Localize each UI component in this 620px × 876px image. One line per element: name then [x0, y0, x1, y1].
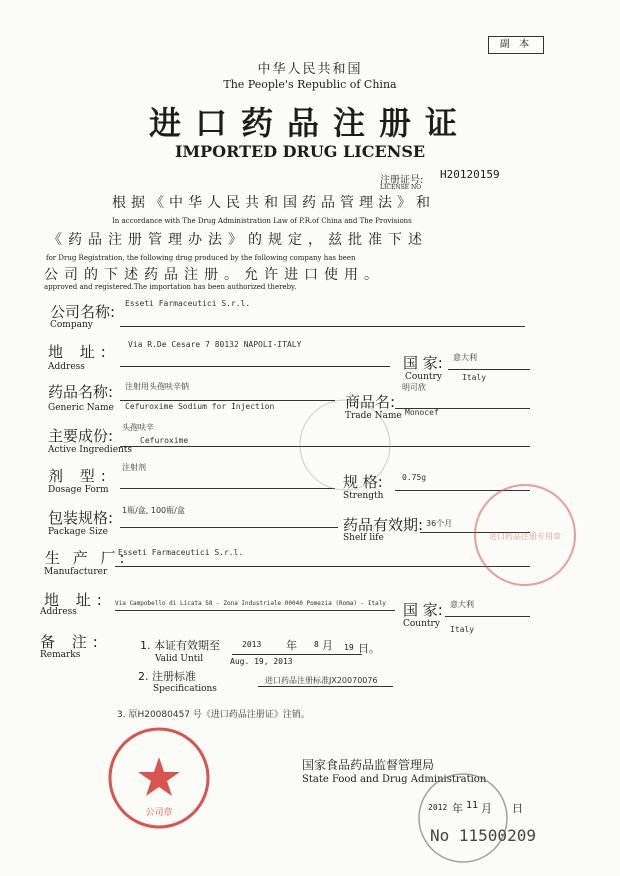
- remarks-label-cn: 备 注:: [40, 633, 104, 651]
- sfda-seal-top: [470, 480, 580, 590]
- sfda-seal-top-text: 进口药品注册专用章: [489, 532, 561, 541]
- mfr-address-label-cn: 地 址:: [44, 591, 108, 609]
- company-label-en: Company: [50, 320, 93, 330]
- company-seal: [106, 725, 212, 831]
- country-label-en: Country: [405, 372, 442, 382]
- address-label-cn: 地 址:: [48, 343, 112, 361]
- page-title-cn: 进口药品注册证: [148, 104, 471, 142]
- shelf-life-value: 36个月: [426, 519, 453, 528]
- authority-en: State Food and Drug Administration: [302, 774, 487, 785]
- manufacturer-label-en: Manufacturer: [44, 567, 108, 577]
- authority-date-year-unit: 年: [452, 802, 463, 815]
- country-en: The People's Republic of China: [223, 78, 397, 91]
- mfr-address-label-en: Address: [40, 607, 77, 617]
- authority-date-year: 2012: [428, 803, 448, 812]
- remarks-item1-en: Valid Until: [155, 654, 204, 664]
- dosage-form-label-en: Dosage Form: [48, 485, 109, 495]
- country-value-en: Italy: [462, 373, 487, 382]
- authority-date-month-unit: 月: [481, 802, 492, 815]
- license-number: H20120159: [440, 168, 500, 181]
- generic-name-label-cn: 药品名称:: [48, 383, 114, 401]
- remarks-item1-month-unit: 月: [322, 639, 333, 652]
- serial-number: No 11500209: [430, 826, 536, 845]
- package-size-label-cn: 包装规格:: [48, 509, 114, 527]
- remarks-item3: 3. 原H20080457 号《进口药品注册证》注销。: [117, 710, 310, 720]
- license-label-cn: 注册证号:: [380, 175, 424, 186]
- preamble-line1-cn: 根据《中华人民共和国药品管理法》和: [112, 195, 435, 211]
- authority-cn: 国家食品药品监督管理局: [302, 758, 435, 772]
- remarks-item2-value: 进口药品注册标准JX20070076: [265, 676, 378, 685]
- country-value-cn: 意大利: [453, 353, 477, 362]
- address-label-en: Address: [48, 362, 85, 372]
- active-ingredients-value-en: Cefuroxime: [140, 436, 189, 445]
- active-ingredients-value-cn: 头孢呋辛: [122, 423, 154, 432]
- dosage-form-label-cn: 剂 型:: [48, 467, 112, 485]
- copy-label: 副 本: [488, 36, 544, 54]
- remarks-item2-cn: 2. 注册标准: [138, 670, 196, 683]
- country-label-cn: 国 家:: [403, 354, 443, 372]
- remarks-item1-month: 8: [314, 640, 319, 649]
- remarks-item1-cn: 1. 本证有效期至: [140, 639, 220, 652]
- mfr-country-label-cn: 国 家:: [403, 601, 443, 619]
- license-label-en: LICENSE NO: [380, 184, 422, 191]
- remarks-label-en: Remarks: [40, 650, 81, 660]
- mfr-country-value-en: Italy: [450, 625, 475, 634]
- dosage-form-value: 注射剂: [122, 463, 146, 472]
- mfr-country-underline: [445, 616, 530, 617]
- page-title-en: IMPORTED DRUG LICENSE: [174, 142, 426, 161]
- company-seal-text: 公司章: [145, 808, 173, 818]
- package-size-label-en: Package Size: [48, 527, 108, 537]
- authority-date-month: 11: [466, 800, 479, 811]
- package-size-underline: [120, 527, 338, 528]
- shelf-life-label-en: Shelf life: [343, 533, 384, 543]
- sfda-seal-bottom: [415, 770, 511, 866]
- country-cn: 中华人民共和国: [257, 62, 363, 77]
- remarks-item1-year: 2013: [242, 640, 262, 649]
- preamble-line2-cn: 《药品注册管理办法》的规定，兹批准下述: [48, 232, 428, 248]
- trade-name-label-cn: 商品名:: [345, 393, 396, 411]
- generic-name-label-en: Generic Name: [48, 403, 114, 413]
- address-underline: [120, 366, 390, 367]
- remarks-item1-year-unit: 年: [286, 639, 297, 652]
- mfr-address-underline: [115, 610, 395, 611]
- country-underline: [448, 369, 530, 370]
- authority-date-day-unit: 日: [512, 802, 523, 815]
- remarks-item1-day-unit: 日。: [358, 642, 380, 655]
- address-value: Via R.De Cesare 7 80132 NAPOLI-ITALY: [128, 340, 302, 349]
- preamble-line3-en: approved and registered.The importation has been authorized thereby.: [44, 283, 297, 291]
- company-underline: [120, 326, 525, 327]
- shelf-life-label-cn: 药品有效期:: [343, 516, 424, 534]
- company-value: Esseti Farmaceutici S.r.l.: [125, 299, 251, 308]
- manufacturer-value: Esseti Farmaceutici S.r.l.: [118, 548, 244, 557]
- active-ingredients-label-cn: 主要成份:: [48, 427, 114, 445]
- manufacturer-underline: [115, 566, 530, 567]
- package-size-value: 1瓶/盒, 100瓶/盒: [122, 506, 185, 515]
- trade-name-value-cn: 明可欣: [402, 383, 426, 392]
- strength-label-en: Strength: [343, 491, 384, 501]
- faint-seal: [295, 395, 395, 495]
- trade-name-label-en: Trade Name: [345, 411, 402, 421]
- generic-name-value-cn: 注射用头孢呋辛钠: [125, 382, 189, 391]
- company-seal-star: [138, 757, 180, 796]
- preamble-line1-en: In accordance with The Drug Administration Law of P.R.of China and The Provisions: [112, 217, 412, 225]
- trade-name-value-en: Monocef: [405, 408, 439, 417]
- remarks-item1-underline: [232, 654, 362, 655]
- mfr-country-value-cn: 意大利: [450, 600, 474, 609]
- remarks-item1-date-en: Aug. 19, 2013: [230, 657, 293, 666]
- trade-name-underline: [395, 408, 530, 409]
- generic-name-value-en: Cefuroxime Sodium for Injection: [125, 402, 275, 411]
- faint-seal-ring: [300, 400, 390, 490]
- company-label-cn: 公司名称:: [50, 303, 116, 321]
- preamble-line2-en: for Drug Registration, the following drug produced by the following company has been: [46, 254, 356, 262]
- remarks-item1-day: 19: [344, 643, 354, 652]
- remarks-item2-underline: [258, 686, 393, 687]
- remarks-item2-en: Specifications: [153, 684, 217, 694]
- strength-value: 0.75g: [402, 473, 427, 482]
- mfr-address-value: Via Campobello di Licata 58 - Zona Industriale 00040 Pomezia (Roma) - Italy: [115, 600, 386, 607]
- mfr-country-label-en: Country: [403, 619, 440, 629]
- strength-label-cn: 规 格:: [343, 473, 383, 491]
- sfda-seal-bottom-ring: [419, 774, 507, 862]
- manufacturer-label-cn: 生 产 厂:: [45, 549, 129, 567]
- active-ingredients-label-en: Active Ingredients: [48, 445, 133, 455]
- preamble-line3-cn: 公司的下述药品注册。允许进口使用。: [44, 267, 384, 283]
